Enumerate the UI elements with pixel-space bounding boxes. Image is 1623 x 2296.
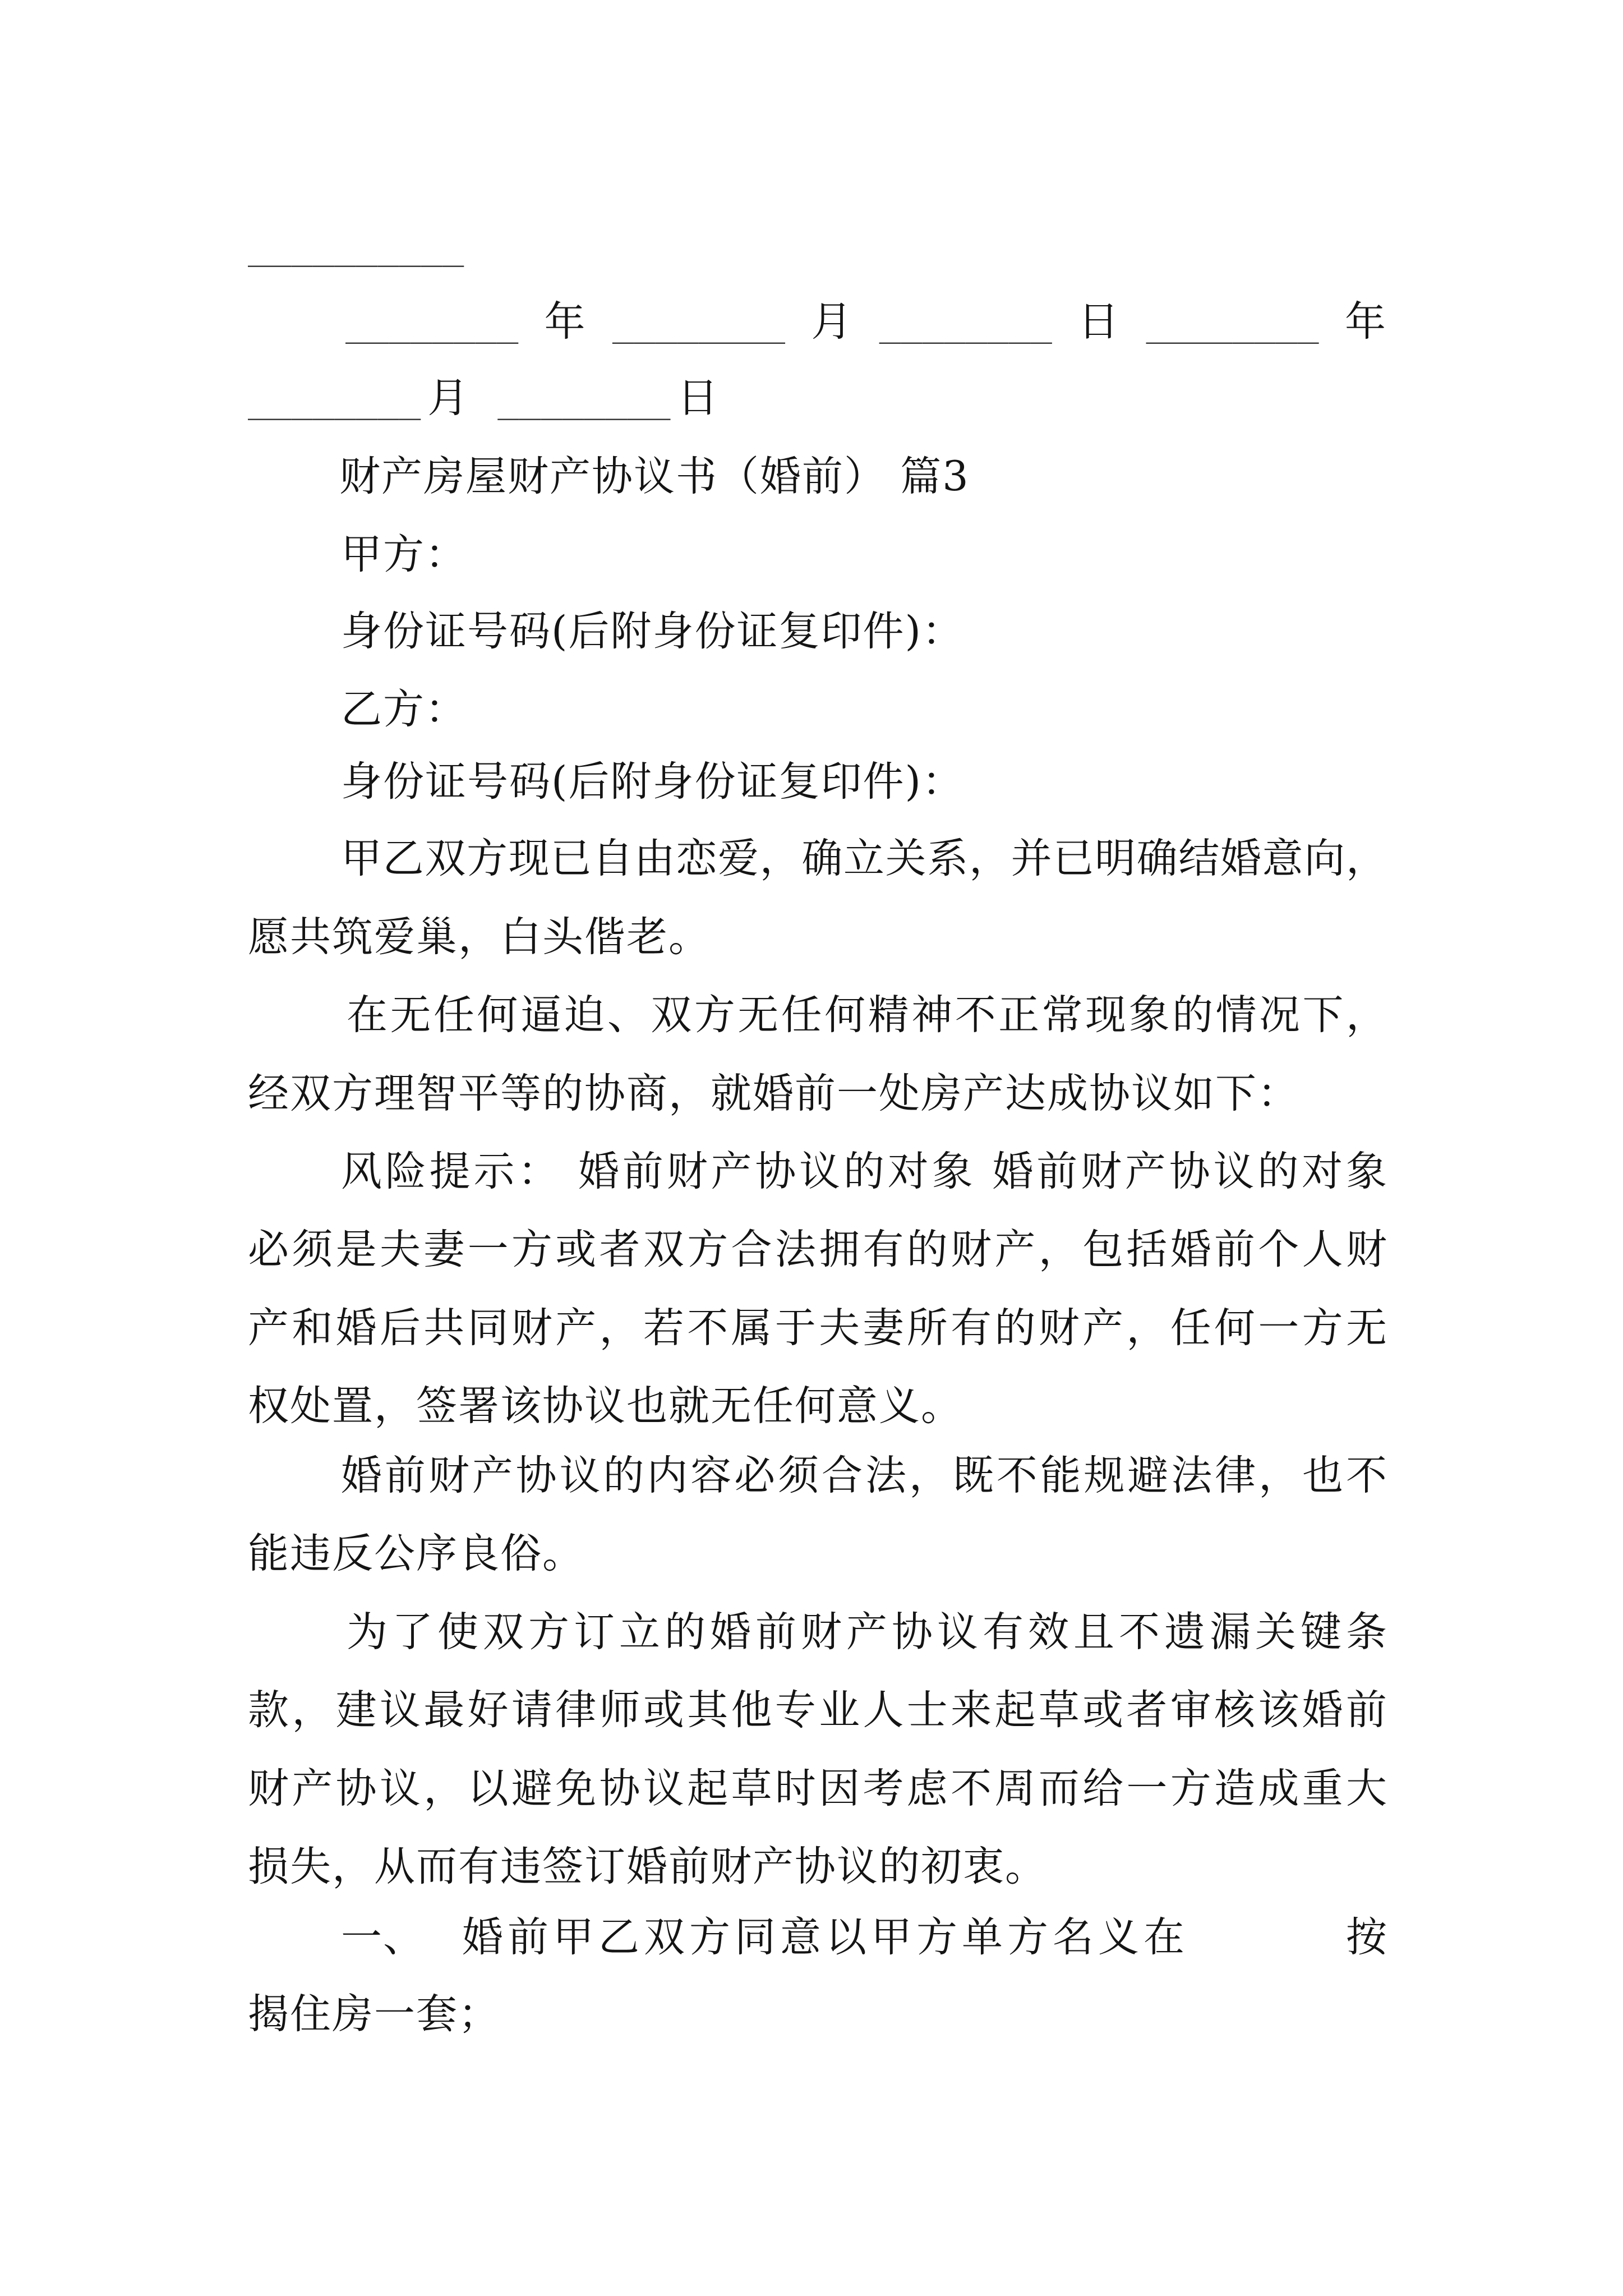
date-line-2: [248, 370, 720, 426]
clause-number: 一、: [341, 1913, 425, 1961]
party-a-label: 甲方：: [341, 531, 467, 578]
party-b-label: 乙方：: [341, 685, 467, 733]
paragraph-line: 风险提示： 婚前财产协议的对象 婚前财产协议的对象: [341, 1148, 1387, 1195]
paragraph-line: 经双方理智平等的协商，就婚前一处房产达成协议如下：: [248, 1070, 1299, 1117]
date-blank: ________: [879, 303, 1052, 344]
paragraph-line: 权处置，签署该协议也就无任何意义。: [248, 1382, 963, 1430]
paragraph-line: 损失，从而有违签订婚前财产协议的初衷。: [248, 1843, 1047, 1890]
blank-line: __________: [248, 226, 464, 268]
paragraph-line: 为了使双方订立的婚前财产协议有效且不遗漏关键条: [347, 1608, 1387, 1656]
date-blank: ________: [1146, 303, 1319, 344]
clause-continuation: 揭住房一套；: [248, 1990, 500, 2038]
date-unit-day: 日: [677, 374, 720, 422]
clause-text-end: 按: [1346, 1913, 1387, 1961]
paragraph-line: 款，建议最好请律师或其他专业人士来起草或者审核该婚前: [248, 1686, 1387, 1734]
paragraph-line: 能违反公序良俗。: [248, 1530, 584, 1577]
paragraph-line: 财产协议，以避免协议起草时因考虑不周而给一方造成重大: [248, 1765, 1387, 1812]
party-a-id-label: 身份证号码(后附身份证复印件)：: [341, 608, 964, 655]
paragraph-line: 愿共筑爱巢，白头偕老。: [248, 913, 711, 961]
date-unit-year: 年: [1344, 298, 1387, 346]
paragraph-line: 必须是夫妻一方或者双方合法拥有的财产，包括婚前个人财: [248, 1226, 1387, 1273]
clause-text: 婚前甲乙双方同意以甲方单方名义在: [462, 1913, 1189, 1961]
date-blank: ________: [248, 379, 421, 421]
date-unit-year: 年: [544, 298, 587, 346]
clause-1-line: [341, 1910, 1387, 1966]
paragraph-line: 婚前财产协议的内容必须合法，既不能规避法律，也不: [341, 1452, 1387, 1499]
party-b-id-label: 身份证号码(后附身份证复印件)：: [341, 758, 964, 806]
paragraph-line: 产和婚后共同财产，若不属于夫妻所有的财产，任何一方无: [248, 1304, 1387, 1352]
document-title: 财产房屋财产协议书（婚前） 篇3: [339, 453, 970, 500]
date-unit-day: 日: [1078, 298, 1121, 346]
date-blank: ________: [612, 303, 786, 344]
date-line-1: [345, 294, 1387, 350]
date-unit-month: 月: [811, 298, 854, 346]
paragraph-line: 甲乙双方现已自由恋爱，确立关系，并已明确结婚意向，: [341, 835, 1387, 882]
date-unit-month: 月: [427, 374, 470, 422]
date-blank: ________: [345, 303, 519, 344]
date-blank: ________: [497, 379, 671, 421]
paragraph-line: 在无任何逼迫、双方无任何精神不正常现象的情况下，: [347, 991, 1387, 1039]
